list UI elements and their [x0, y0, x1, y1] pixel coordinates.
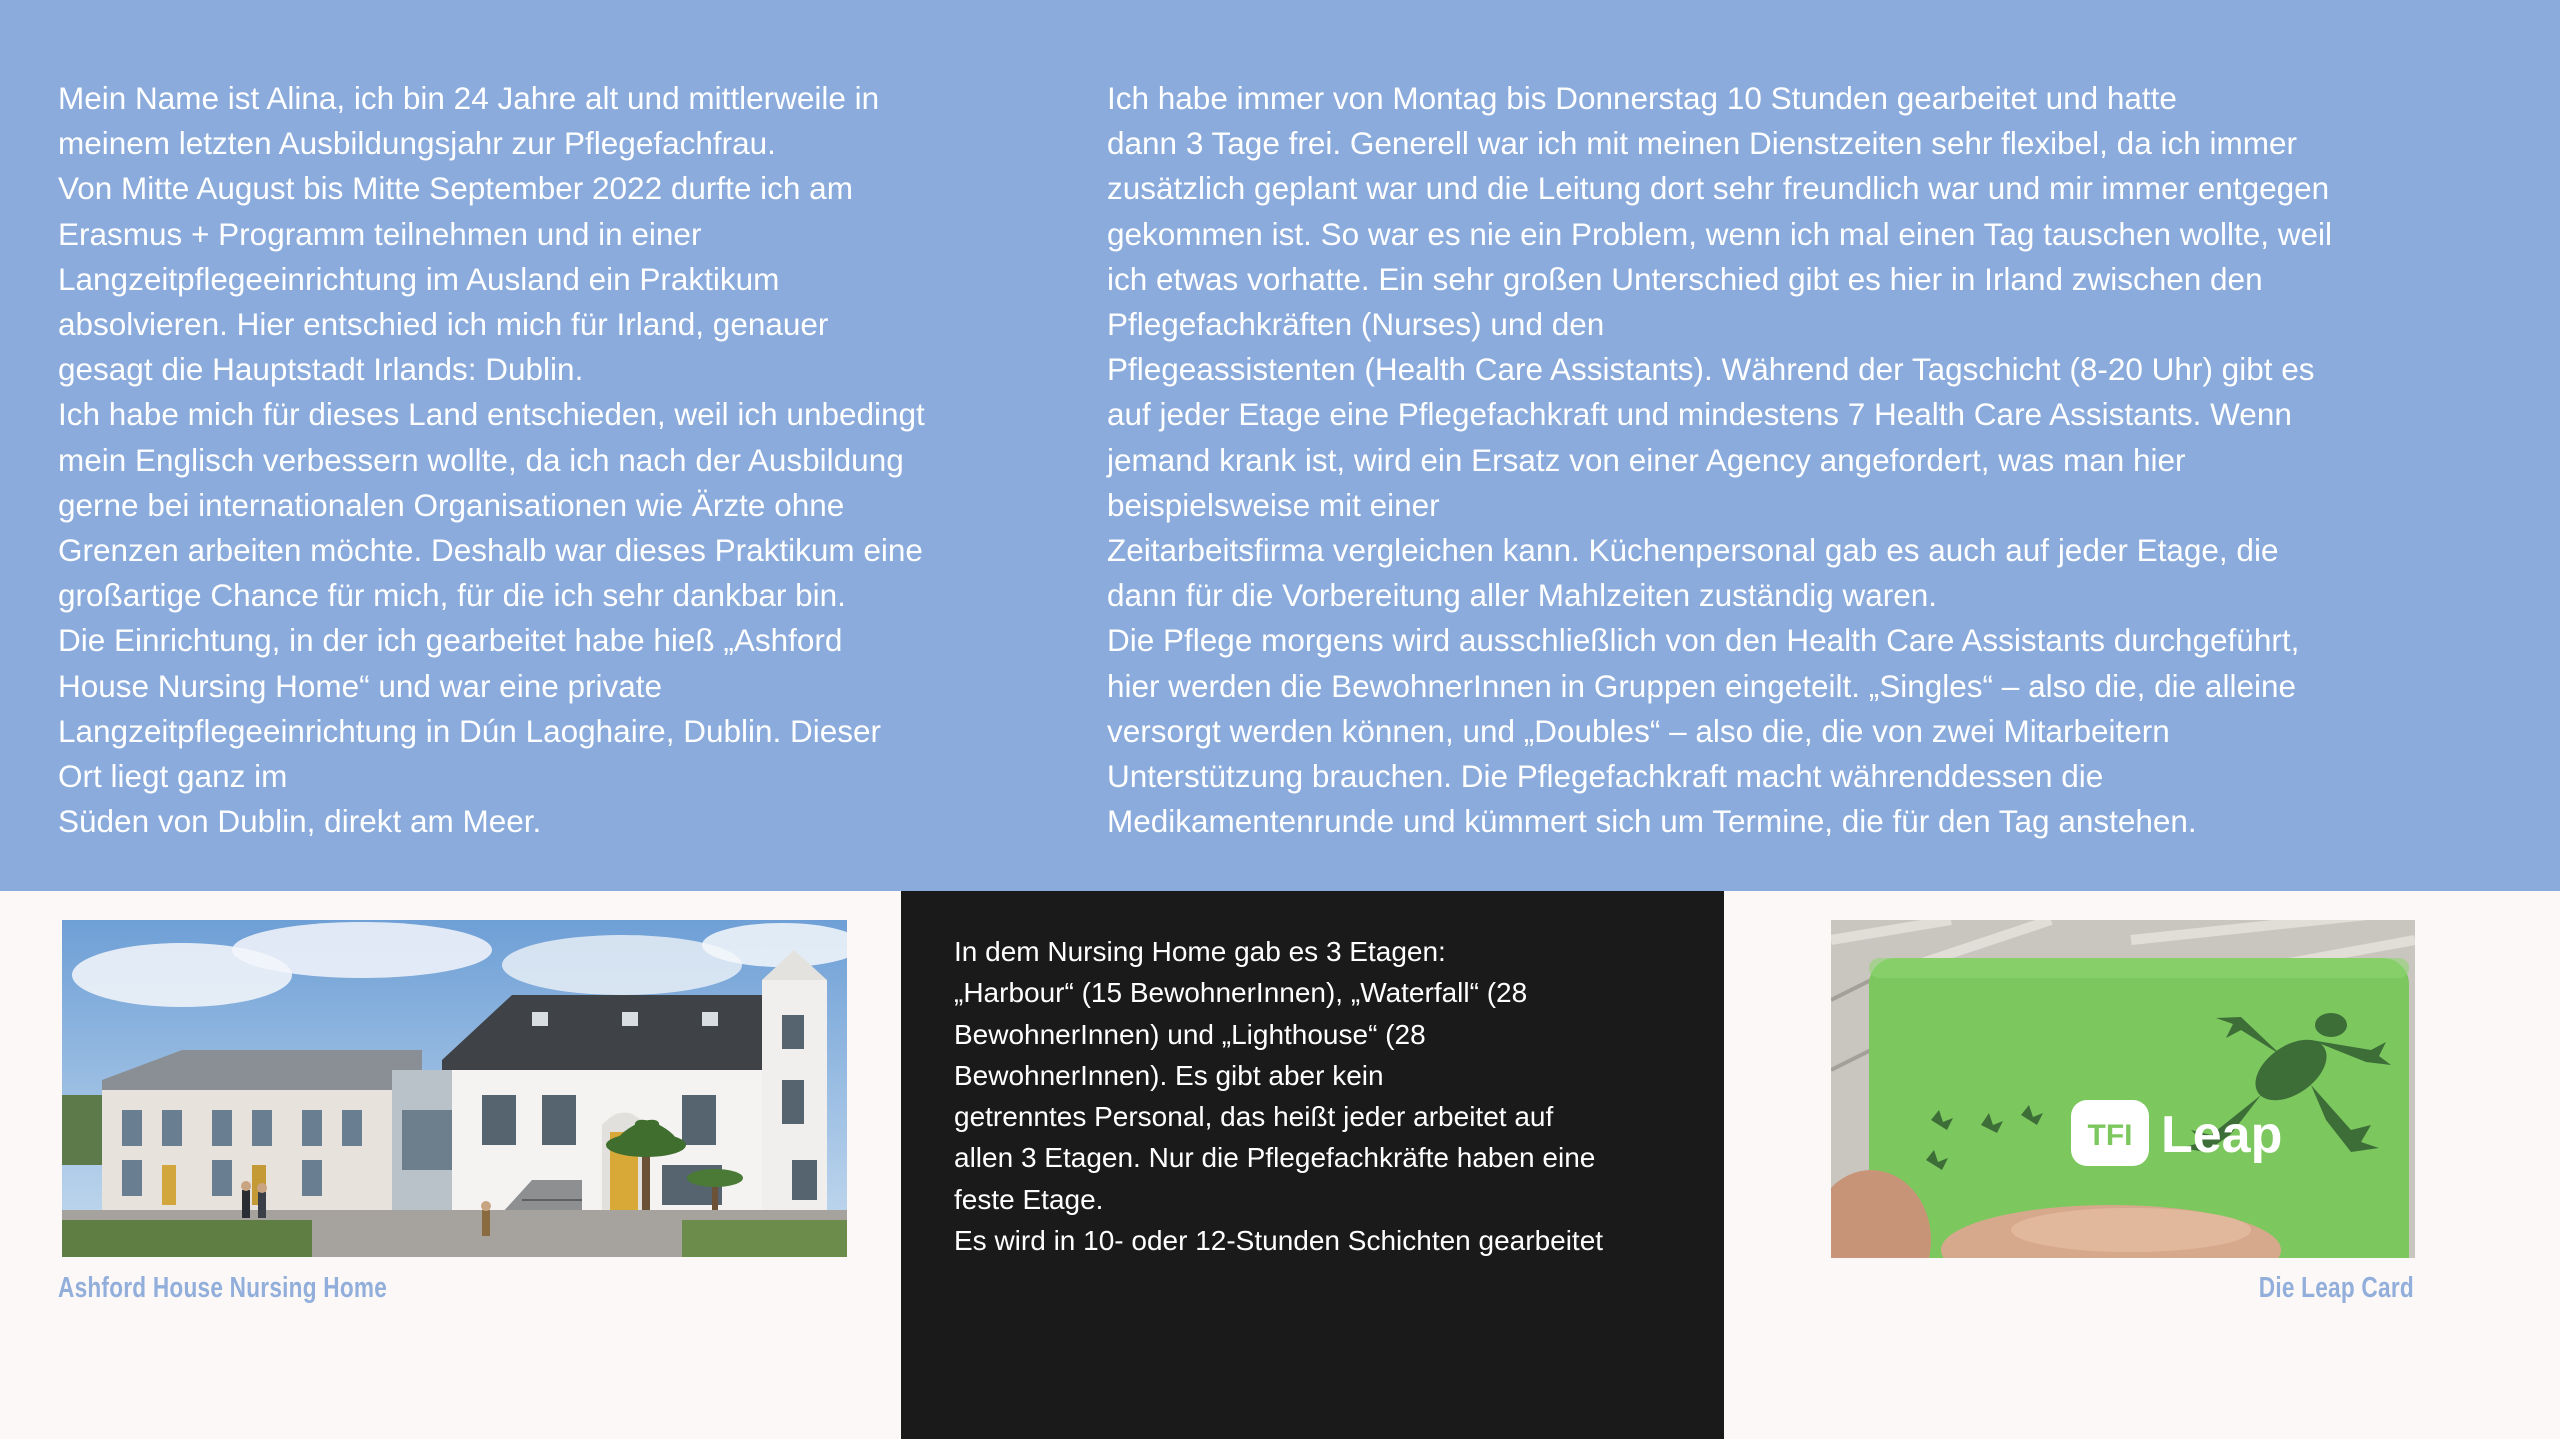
- floors-info-text: [954, 931, 1694, 1261]
- intro-line: meinem letzten Ausbildungsjahr zur Pflegefachfrau.: [58, 125, 776, 162]
- floors-line: „Harbour“ (15 BewohnerInnen), „Waterfall“ (28: [954, 977, 1528, 1009]
- floors-line: getrenntes Personal, das heißt jeder arbeitet auf: [954, 1101, 1554, 1133]
- floors-line: Es wird in 10- oder 12-Stunden Schichten gearbeitet: [954, 1225, 1604, 1257]
- leap-card-caption: Die Leap Card: [2258, 1272, 2414, 1304]
- intro-line: gesagt die Hauptstadt Irlands: Dublin.: [58, 351, 584, 388]
- leap-card-photo: [1831, 920, 2415, 1258]
- intro-line: gerne bei internationalen Organisationen wie Ärzte ohne: [58, 486, 845, 523]
- intro-line: absolvieren. Hier entschied ich mich für Irland, genauer: [58, 306, 829, 343]
- schedule-line: Unterstützung brauchen. Die Pflegefachkraft macht währenddessen die: [1107, 758, 2104, 795]
- schedule-line: jemand krank ist, wird ein Ersatz von einer Agency angefordert, was man hier: [1107, 441, 2186, 478]
- nursing-home-caption: Ashford House Nursing Home: [58, 1272, 388, 1304]
- intro-line: Erasmus + Programm teilnehmen und in einer: [58, 215, 702, 252]
- schedule-line: Pflegeassistenten (Health Care Assistants). Während der Tagschicht (8-20 Uhr) gibt es: [1107, 351, 2315, 388]
- nursing-home-photo: [62, 920, 847, 1257]
- intro-line: Ort liegt ganz im: [58, 758, 288, 795]
- intro-line: Grenzen arbeiten möchte. Deshalb war dieses Praktikum eine: [58, 532, 923, 569]
- floors-line: In dem Nursing Home gab es 3 Etagen:: [954, 936, 1446, 967]
- floors-line: feste Etage.: [954, 1183, 1104, 1215]
- intro-line: Süden von Dublin, direkt am Meer.: [58, 803, 542, 840]
- schedule-line: Medikamentenrunde und kümmert sich um Termine, die für den Tag anstehen.: [1107, 803, 2197, 840]
- schedule-line: Die Pflege morgens wird ausschließlich von den Health Care Assistants durchgeführt,: [1107, 622, 2300, 659]
- schedule-line: dann für die Vorbereitung aller Mahlzeiten zuständig waren.: [1107, 577, 1938, 614]
- schedule-line: dann 3 Tage frei. Generell war ich mit meinen Dienstzeiten sehr flexibel, da ich immer: [1107, 125, 2297, 162]
- work-schedule-text-column: [1107, 76, 2527, 844]
- intro-line: House Nursing Home“ und war eine private: [58, 667, 663, 704]
- schedule-line: versorgt werden können, und „Doubles“ – also die, die von zwei Mitarbeitern: [1107, 712, 2170, 749]
- intro-line: mein Englisch verbessern wollte, da ich nach der Ausbildung: [58, 441, 904, 478]
- schedule-line: Pflegefachkräften (Nurses) und den: [1107, 306, 1605, 343]
- intro-line: Von Mitte August bis Mitte September 2022 durfte ich am: [58, 170, 853, 207]
- schedule-line: beispielsweise mit einer: [1107, 486, 1440, 523]
- intro-line: Langzeitpflegeeinrichtung im Ausland ein Praktikum: [58, 260, 780, 297]
- schedule-line: auf jeder Etage eine Pflegefachkraft und mindestens 7 Health Care Assistants. Wenn: [1107, 396, 2292, 433]
- schedule-line: Zeitarbeitsfirma vergleichen kann. Küchenpersonal gab es auch auf jeder Etage, die: [1107, 532, 2279, 569]
- floors-info-box: [901, 891, 1724, 1439]
- card-leap-logo: Leap: [2161, 1106, 2283, 1164]
- intro-line: Ich habe mich für dieses Land entschieden, weil ich unbedingt: [58, 396, 925, 433]
- floors-line: BewohnerInnen). Es gibt aber kein: [954, 1059, 1384, 1091]
- intro-line: großartige Chance für mich, für die ich sehr dankbar bin.: [58, 577, 846, 614]
- schedule-line: ich etwas vorhatte. Ein sehr großen Unterschied gibt es hier in Irland zwischen den: [1107, 260, 2263, 297]
- floors-line: allen 3 Etagen. Nur die Pflegefachkräfte haben eine: [954, 1142, 1596, 1174]
- intro-text-column: [58, 76, 1058, 844]
- schedule-line: gekommen ist. So war es nie ein Problem, wenn ich mal einen Tag tauschen wollte, weil: [1107, 215, 2333, 252]
- intro-line: Mein Name ist Alina, ich bin 24 Jahre alt und mittlerweile in: [58, 80, 880, 116]
- schedule-line: hier werden die BewohnerInnen in Gruppen eingeteilt. „Singles“ – also die, die alleine: [1107, 667, 2297, 704]
- intro-line: Langzeitpflegeeinrichtung in Dún Laoghaire, Dublin. Dieser: [58, 712, 882, 749]
- schedule-line: zusätzlich geplant war und die Leitung dort sehr freundlich war und mir immer entgegen: [1107, 170, 2330, 207]
- card-tfi-badge: TFI: [2087, 1119, 2133, 1152]
- schedule-line: Ich habe immer von Montag bis Donnerstag 10 Stunden gearbeitet und hatte: [1107, 80, 2177, 116]
- intro-line: Die Einrichtung, in der ich gearbeitet habe hieß „Ashford: [58, 622, 843, 659]
- floors-line: BewohnerInnen) und „Lighthouse“ (28: [954, 1018, 1426, 1050]
